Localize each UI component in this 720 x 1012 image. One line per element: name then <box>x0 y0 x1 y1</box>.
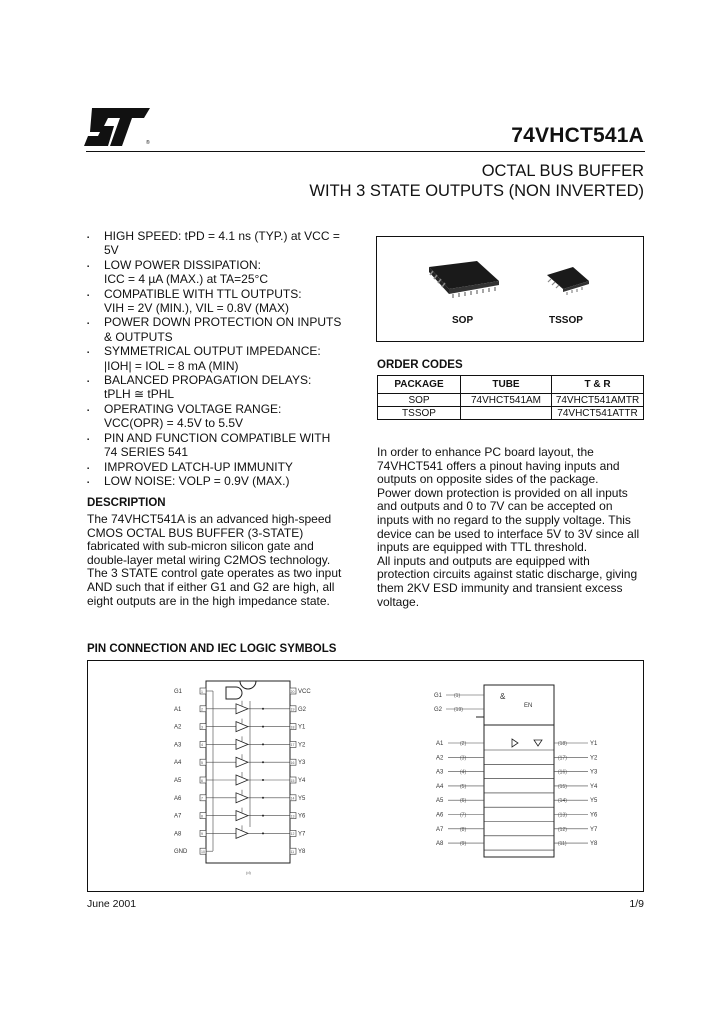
pin-label: A7 <box>174 813 182 820</box>
pin-diagram-box <box>87 660 644 892</box>
pin-label: Y1 <box>298 724 306 731</box>
pin-label: Y5 <box>590 798 598 805</box>
table-cell <box>461 407 552 420</box>
pin-label: A1 <box>174 706 182 713</box>
pin-number: (19) <box>454 707 463 713</box>
pin-label: G2 <box>298 706 307 713</box>
junction-dot <box>262 779 264 781</box>
pin-label: Y3 <box>590 769 598 776</box>
pin-label: Y7 <box>590 826 598 833</box>
pin-label: Y6 <box>590 812 598 819</box>
pin-label: A5 <box>174 778 182 784</box>
pin-number: 14 <box>290 796 295 801</box>
pin-diagrams <box>88 661 643 891</box>
pin-label: G2 <box>434 707 443 713</box>
description-text: The 74VHCT541A is an advanced high-speed CMOS OCTAL BUS BUFFER (3-STATE) fabricated with sub-micron silicon gate and double-layer metal wiring C2MOS technology. The 3 STATE control gate operates as two input AND such that if either G1 and G2 are high, all eight outputs are in the high impedance state. <box>87 512 342 608</box>
subtitle-line2: WITH 3 STATE OUTPUTS (NON INVERTED) <box>309 182 644 200</box>
tssop-label: TSSOP <box>549 315 583 326</box>
pin-number: 1 <box>201 689 203 694</box>
pin-label: A6 <box>436 812 444 819</box>
pin-label: A3 <box>174 742 182 749</box>
pin-label: A2 <box>174 724 182 731</box>
title-rule <box>86 151 645 152</box>
feature-list <box>87 229 357 488</box>
pin-label: A8 <box>174 831 182 838</box>
column-header: TUBE <box>461 376 552 394</box>
pin-label: Y5 <box>298 795 306 802</box>
pin-number: 2 <box>201 707 203 712</box>
pin-number: (14) <box>558 798 567 805</box>
svg-text:(d): (d) <box>246 870 251 875</box>
pin-number: (17) <box>558 755 567 762</box>
pin-label: GND <box>174 849 188 856</box>
pin-number: (2) <box>460 741 467 747</box>
package-images <box>376 236 644 342</box>
table-row <box>378 407 644 420</box>
pin-number: 13 <box>290 814 295 819</box>
order-codes-table <box>377 375 644 420</box>
feature-item: ▪ LOW POWER DISSIPATION: ICC = 4 µA (MAX.) at TA=25°C <box>87 258 357 287</box>
junction-dot <box>262 761 264 763</box>
pin-number: 20 <box>290 689 295 694</box>
pin-label: A4 <box>436 783 444 790</box>
pin-number: 3 <box>201 725 203 730</box>
feature-item: ▪ SYMMETRICAL OUTPUT IMPEDANCE: |IOH| = IOL = 8 mA (MIN) <box>87 344 357 373</box>
pin-label: Y4 <box>590 783 598 790</box>
en-label: EN <box>524 703 533 709</box>
pin-number: (1) <box>454 693 461 699</box>
feature-item: ▪ IMPROVED LATCH-UP IMMUNITY <box>87 460 357 474</box>
sop-package-icon <box>429 261 499 298</box>
pin-connection-diagram <box>174 681 311 875</box>
feature-item: ▪ POWER DOWN PROTECTION ON INPUTS & OUTPUTS <box>87 315 357 344</box>
column-header: PACKAGE <box>378 376 461 394</box>
pin-label: A7 <box>436 826 444 833</box>
footer-date: June 2001 <box>87 898 137 910</box>
pin-label: Y1 <box>590 741 598 747</box>
pin-number: (4) <box>460 769 467 776</box>
pin-label: A5 <box>436 798 444 805</box>
pin-number: 9 <box>201 832 203 837</box>
pin-number: (6) <box>460 798 467 805</box>
pin-label: Y3 <box>298 760 306 767</box>
feature-item: ▪ PIN AND FUNCTION COMPATIBLE WITH 74 SERIES 541 <box>87 431 357 460</box>
pin-number: (12) <box>558 826 567 833</box>
pin-label: A2 <box>436 755 444 762</box>
pin-number: 10 <box>201 850 205 854</box>
table-cell: 74VHCT541ATTR <box>552 407 644 420</box>
feature-item: ▪ BALANCED PROPAGATION DELAYS: tPLH ≅ tPHL <box>87 373 357 402</box>
pin-label: Y8 <box>590 841 598 848</box>
pin-number: (13) <box>558 812 567 819</box>
pin-number: (18) <box>558 741 567 747</box>
part-number: 74VHCT541A <box>511 124 644 147</box>
pin-number: 5 <box>201 761 203 765</box>
pin-number: (3) <box>460 755 467 762</box>
feature-item: ▪ HIGH SPEED: tPD = 4.1 ns (TYP.) at VCC = 5V <box>87 229 357 258</box>
table-header-row <box>378 376 644 394</box>
table-cell: 74VHCT541AM <box>461 394 552 407</box>
pin-number: 6 <box>201 778 203 783</box>
pin-label: A4 <box>174 760 182 767</box>
table-cell: 74VHCT541AMTR <box>552 394 644 407</box>
pin-number: (15) <box>558 783 567 790</box>
pin-label: Y4 <box>298 778 306 784</box>
pin-number: 8 <box>201 814 203 819</box>
tssop-package-icon <box>547 267 589 295</box>
pin-number: (8) <box>460 826 467 833</box>
pin-number: 15 <box>290 778 295 783</box>
pin-number: (16) <box>558 769 567 776</box>
description-heading: DESCRIPTION <box>87 497 166 509</box>
pin-label: Y2 <box>298 742 306 749</box>
table-row <box>378 394 644 407</box>
table-cell: SOP <box>378 394 461 407</box>
junction-dot <box>262 743 264 745</box>
feature-item: ▪ OPERATING VOLTAGE RANGE: VCC(OPR) = 4.5V to 5.5V <box>87 402 357 431</box>
feature-item: ▪ LOW NOISE: VOLP = 0.9V (MAX.) <box>87 474 357 488</box>
svg-text:®: ® <box>146 140 150 146</box>
footer-page: 1/9 <box>629 898 644 910</box>
junction-dot <box>262 815 264 817</box>
pin-label: A8 <box>436 841 444 848</box>
pin-label: G1 <box>434 693 443 699</box>
pin-number: 4 <box>201 743 203 748</box>
junction-dot <box>262 726 264 728</box>
pin-label: Y6 <box>298 813 306 820</box>
pin-number: (5) <box>460 783 467 790</box>
junction-dot <box>262 797 264 799</box>
pin-label: A6 <box>174 795 182 802</box>
pin-connection-heading: PIN CONNECTION AND IEC LOGIC SYMBOLS <box>87 643 337 655</box>
pin-number: 7 <box>201 796 203 801</box>
pin-number: 16 <box>290 761 295 765</box>
junction-dot <box>262 708 264 710</box>
iec-logic-symbol <box>434 685 598 857</box>
pin-label: A1 <box>436 741 444 747</box>
order-codes-heading: ORDER CODES <box>377 359 463 371</box>
package-chips <box>377 237 643 341</box>
pin-label: Y2 <box>590 755 598 762</box>
table-cell: TSSOP <box>378 407 461 420</box>
and-symbol: & <box>500 692 506 701</box>
pin-number: 17 <box>290 743 295 748</box>
pin-label: G1 <box>174 689 183 695</box>
subtitle-line1: OCTAL BUS BUFFER <box>481 162 644 180</box>
pin-label: VCC <box>298 689 311 695</box>
right-description-text: In order to enhance PC board layout, the 74VHCT541 offers a pinout having inputs and outputs on opposite sides of the package. Power down protection is provided on all inputs and outputs and 0 to 7V can be accepted on inputs with no regard to the supply voltage. This device can be used to interface 5V to 3V since all inputs are equipped with TTL threshold. All inputs and outputs are equipped with protection circuits against static discharge, giving them 2KV ESD immunity and transient excess voltage. <box>377 445 640 609</box>
feature-item: ▪ COMPATIBLE WITH TTL OUTPUTS: VIH = 2V (MIN.), VIL = 0.8V (MAX) <box>87 287 357 316</box>
pin-number: 19 <box>290 707 295 712</box>
pin-label: A3 <box>436 769 444 776</box>
pin-number: (11) <box>558 841 567 848</box>
junction-dot <box>262 832 264 834</box>
pin-number: 12 <box>290 832 295 837</box>
pin-label: Y8 <box>298 849 306 856</box>
column-header: T & R <box>552 376 644 394</box>
pin-number: (9) <box>460 841 467 848</box>
pin-label: Y7 <box>298 831 306 838</box>
sop-label: SOP <box>452 315 474 326</box>
pin-number: 18 <box>290 725 295 730</box>
pin-number: 11 <box>290 850 295 854</box>
pin-number: (7) <box>460 812 467 819</box>
